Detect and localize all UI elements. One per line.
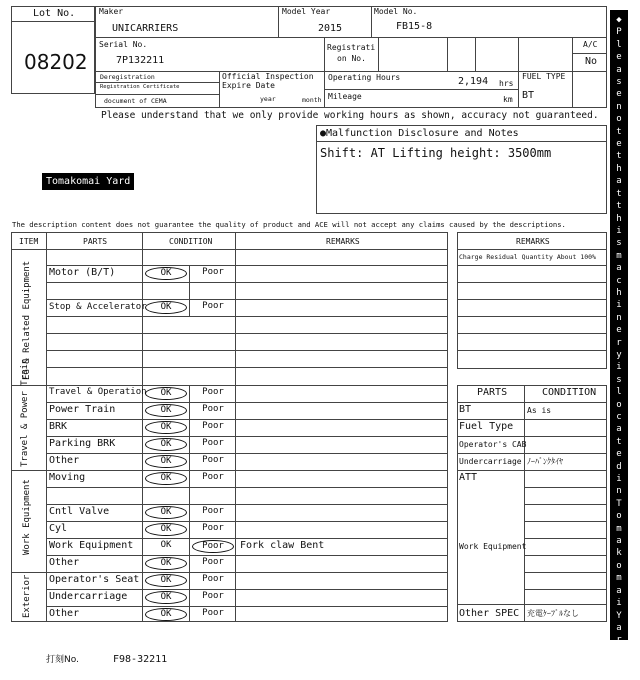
- part-cntl-valve: Cntl Valve: [49, 506, 110, 517]
- right-operators-cab: Operator's CAB: [459, 440, 527, 449]
- right-row-divider: [524, 487, 607, 488]
- right-bt: BT: [459, 404, 472, 415]
- poor-option: Poor: [202, 387, 224, 397]
- right-remarks-text: Charge Residual Quantity About 100%: [459, 253, 596, 261]
- registration-label-2: on No.: [337, 54, 366, 63]
- inspection-label-2: Expire Date: [222, 81, 275, 90]
- fork-remark: Fork claw Bent: [240, 540, 325, 551]
- row-divider: [46, 436, 448, 437]
- poor-option: Poor: [202, 608, 224, 618]
- right-row-divider: [457, 419, 607, 420]
- right-row-divider: [524, 572, 607, 573]
- side-banner: ◆ P l e a s e n o t e t h a t t h i s m a c h i n e r y i s l o c a t e d i n T o m a k o m a i Y a r d ◆: [610, 10, 628, 640]
- lot-label: Lot No.: [33, 8, 76, 19]
- part-motor: Motor (B/T): [49, 267, 116, 278]
- right-row-divider: [457, 299, 607, 300]
- right-row-divider: [457, 604, 607, 605]
- row-divider: [46, 333, 448, 334]
- poor-option: Poor: [202, 574, 224, 584]
- disclaimer: The description content does not guarantee the quality of product and ACE will not accept any claims caused by the descriptions.: [12, 220, 566, 229]
- row-divider: [46, 316, 448, 317]
- ok-circled: OK: [145, 523, 187, 536]
- row-divider: [46, 521, 448, 522]
- right-undercarriage: Undercarriage: [459, 457, 522, 466]
- poor-option: Poor: [202, 267, 224, 277]
- part-moving: Moving: [49, 472, 86, 483]
- right-row-divider: [457, 333, 607, 334]
- group-exterior: Exterior: [22, 574, 32, 618]
- part-cyl: Cyl: [49, 523, 68, 534]
- ok-option: OK: [160, 540, 172, 550]
- header-item: ITEM: [19, 237, 39, 246]
- part-work-equipment: Work Equipment: [49, 540, 134, 551]
- ok-circled: OK: [145, 301, 187, 314]
- poor-option: Poor: [202, 557, 224, 567]
- poor-circled: Poor: [192, 540, 234, 553]
- right-row-divider: [457, 436, 607, 437]
- ok-circled: OK: [145, 421, 187, 434]
- row-divider: [46, 367, 448, 368]
- row-divider: [46, 453, 448, 454]
- right-row-divider: [524, 555, 607, 556]
- ok-circled: OK: [145, 404, 187, 417]
- header-condition: CONDITION: [169, 237, 213, 246]
- hours-notice: Please understand that we only provide working hours as shown, accuracy not guaranteed.: [101, 110, 599, 121]
- fuel-label: FUEL TYPE: [522, 72, 566, 81]
- row-divider: [46, 487, 448, 488]
- maker-label: Maker: [99, 7, 124, 16]
- row-divider: [46, 419, 448, 420]
- maker-value: UNICARRIERS: [112, 23, 179, 34]
- poor-option: Poor: [202, 301, 224, 311]
- part-brk: BRK: [49, 421, 68, 432]
- row-divider: [11, 572, 448, 573]
- part-travel-op: Travel & Operation: [49, 387, 147, 397]
- poor-option: Poor: [202, 506, 224, 516]
- poor-option: Poor: [202, 421, 224, 431]
- serial-label: Serial No.: [99, 40, 148, 49]
- right-row-divider: [457, 265, 607, 266]
- malfunction-title: ●Malfunction Disclosure and Notes: [320, 128, 519, 139]
- fuel-value: BT: [522, 90, 535, 101]
- poor-option: Poor: [202, 591, 224, 601]
- right-remarks-header: REMARKS: [516, 237, 550, 246]
- op-hours-value: 2,194: [458, 76, 489, 87]
- model-no-value: FB15-8: [396, 21, 433, 32]
- right-att: ATT: [459, 472, 478, 483]
- row-divider: [46, 282, 448, 283]
- reg-cert-label: Registration Certificate: [100, 84, 180, 90]
- inspection-label-1: Official Inspection: [222, 72, 314, 81]
- ok-circled: OK: [145, 591, 187, 604]
- row-divider: [11, 385, 448, 386]
- poor-option: Poor: [202, 438, 224, 448]
- part-other-3: Other: [49, 608, 80, 619]
- row-divider: [46, 555, 448, 556]
- right-row-divider: [524, 589, 607, 590]
- right-row-divider: [524, 504, 607, 505]
- right-row-divider: [457, 316, 607, 317]
- right-fuel-type: Fuel Type: [459, 421, 514, 432]
- ac-value: No: [585, 56, 598, 67]
- right-row-divider: [524, 538, 607, 539]
- ok-circled: OK: [145, 472, 187, 485]
- malfunction-text: Shift: AT Lifting height: 3500mm: [320, 146, 552, 160]
- part-operator-seat: Operator's Seat: [49, 574, 140, 585]
- model-no-label: Model No.: [374, 7, 418, 16]
- footer-label: 打刻No.: [46, 655, 79, 665]
- row-divider: [11, 470, 448, 471]
- right-row-divider: [457, 453, 607, 454]
- model-year-label: Model Year: [282, 7, 331, 16]
- registration-label-1: Registrati: [327, 43, 376, 52]
- footer-value: F98-32211: [113, 654, 168, 665]
- right-row-divider: [524, 521, 607, 522]
- row-divider: [46, 606, 448, 607]
- ok-circled: OK: [145, 608, 187, 621]
- poor-option: Poor: [202, 523, 224, 533]
- row-divider: [46, 265, 448, 266]
- row-divider: [46, 589, 448, 590]
- right-parts-header: PARTS: [477, 387, 508, 398]
- ok-circled: OK: [145, 506, 187, 519]
- poor-option: Poor: [202, 455, 224, 465]
- right-row-divider: [457, 282, 607, 283]
- ok-circled: OK: [145, 557, 187, 570]
- serial-value: 7P132211: [116, 55, 165, 66]
- right-row-divider: [457, 402, 607, 403]
- dereg-label: Deregistration: [100, 73, 155, 81]
- ok-circled: OK: [145, 438, 187, 451]
- model-year-value: 2015: [318, 23, 343, 34]
- right-other-spec-val: 充電ｹｰﾌﾞﾙなし: [527, 609, 579, 618]
- right-row-divider: [457, 350, 607, 351]
- ok-circled: OK: [145, 455, 187, 468]
- right-undercarriage-val: ﾉｰﾊﾞﾝｸﾀｲﾔ: [527, 457, 563, 466]
- header-remarks: REMARKS: [326, 237, 360, 246]
- part-other-1: Other: [49, 455, 80, 466]
- group-work: Work Equipment: [22, 479, 32, 555]
- km-label: km: [503, 95, 513, 104]
- right-other-spec: Other SPEC: [459, 608, 520, 619]
- part-parking-brk: Parking BRK: [49, 438, 116, 449]
- row-divider: [46, 538, 448, 539]
- ok-circled: OK: [145, 574, 187, 587]
- row-divider: [46, 350, 448, 351]
- month-label: month: [302, 96, 322, 104]
- row-divider: [46, 504, 448, 505]
- hrs-label: hrs: [499, 79, 514, 88]
- op-hours-label: Operating Hours: [328, 73, 401, 82]
- row-divider: [46, 299, 448, 300]
- ok-circled: OK: [145, 267, 187, 280]
- part-stop: Stop & Accelerator: [49, 302, 147, 312]
- lot-number: 08202: [24, 50, 88, 74]
- poor-option: Poor: [202, 472, 224, 482]
- mileage-label: Mileage: [328, 92, 362, 101]
- ok-circled: OK: [145, 387, 187, 400]
- year-label: year: [260, 95, 276, 103]
- ac-label: A/C: [583, 40, 598, 49]
- right-work-equipment: Work Equipment: [459, 542, 527, 551]
- part-power-train: Power Train: [49, 404, 116, 415]
- right-bt-val: As is: [527, 406, 552, 415]
- row-divider: [46, 402, 448, 403]
- poor-option: Poor: [202, 404, 224, 414]
- group-travel: Travel & Power Train: [20, 358, 30, 467]
- cema-label: document of CEMA: [104, 97, 167, 105]
- group-eg: EG & Related Equipment: [22, 260, 32, 380]
- part-undercarriage: Undercarriage: [49, 591, 128, 602]
- header-parts: PARTS: [83, 237, 108, 246]
- right-condition-header: CONDITION: [542, 387, 597, 398]
- part-other-2: Other: [49, 557, 80, 568]
- right-row-divider: [457, 470, 607, 471]
- yard-badge: Tomakomai Yard: [42, 173, 134, 190]
